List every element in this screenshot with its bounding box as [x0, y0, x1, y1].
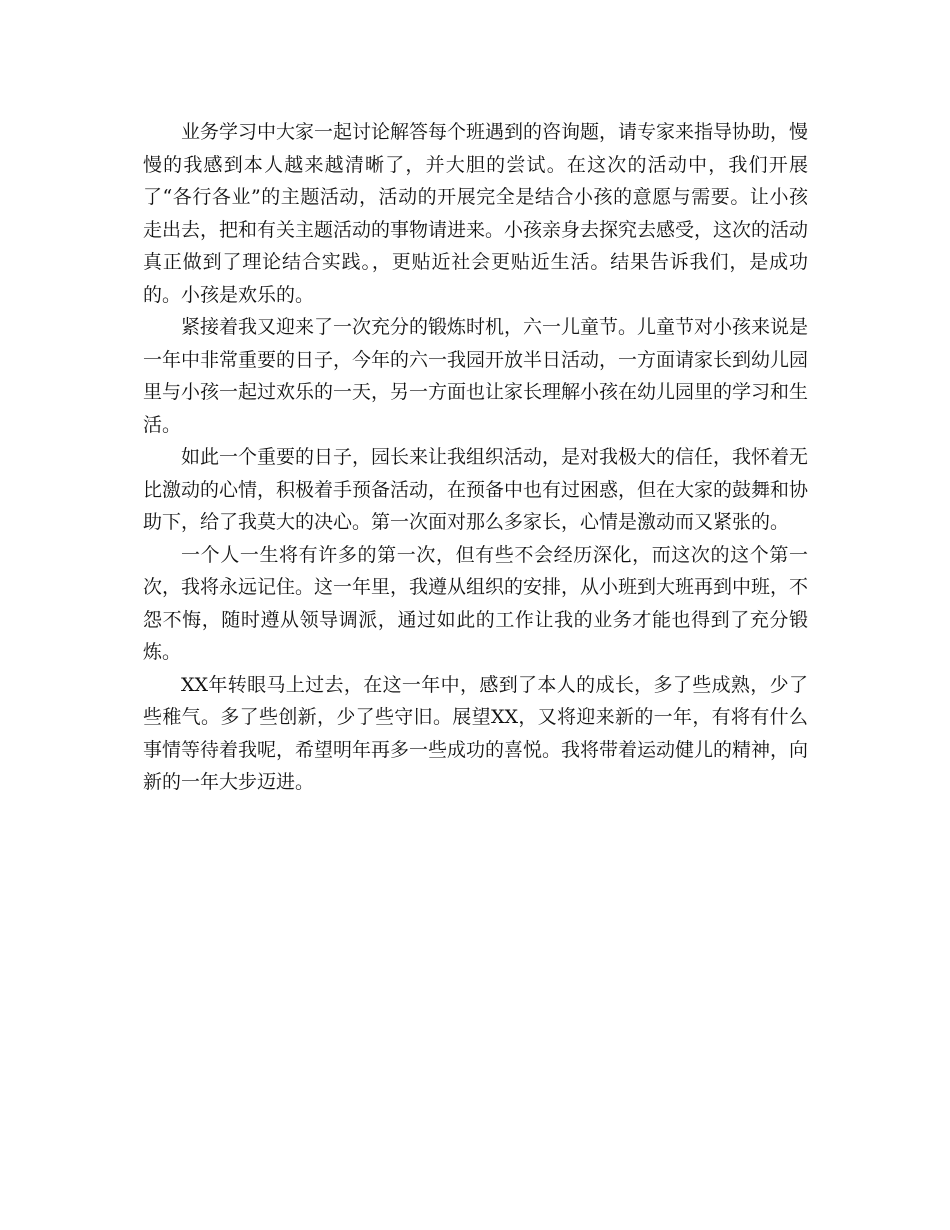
paragraph-4: 一个人一生将有许多的第一次，但有些不会经历深化，而这次的这个第一次，我将永远记住。这一年里，我遵从组织的安排，从小班到大班再到中班，不怨不悔，随时遵从领导调派，通过如此的工作让我的业务才能也得到了充分锻炼。 — [143, 543, 809, 663]
paragraph-2: 紧接着我又迎来了一次充分的锻炼时机，六一儿童节。儿童节对小孩来说是一年中非常重要的日子，今年的六一我园开放半日活动，一方面请家长到幼儿园里与小孩一起过欢乐的一天，另一方面也让家长理解小孩在幼儿园里的学习和生活。 — [143, 316, 809, 436]
paragraph-1: 业务学习中大家一起讨论解答每个班遇到的咨询题，请专家来指导协助，慢慢的我感到本人越来越清晰了，并大胆的尝试。在这次的活动中，我们开展了“各行各业”的主题活动，活动的开展完全是结合小孩的意愿与需要。让小孩走出去，把和有关主题活动的事物请进来。小孩亲身去探究去感受，这次的活动真正做到了理论结合实践。，更贴近社会更贴近生活。结果告诉我们，是成功的。小孩是欢乐的。 — [143, 121, 809, 306]
document-body — [143, 116, 808, 799]
paragraph-5: XX年转眼马上过去，在这一年中，感到了本人的成长，多了些成熟，少了些稚气。多了些创新，少了些守旧。展望XX，又将迎来新的一年，有将有什么事情等待着我呢，希望明年再多一些成功的喜悦。我将带着运动健儿的精神，向新的一年大步迈进。 — [143, 673, 809, 793]
paragraph-3: 如此一个重要的日子，园长来让我组织活动，是对我极大的信任，我怀着无比激动的心情，积极着手预备活动，在预备中也有过困惑，但在大家的鼓舞和协助下，给了我莫大的决心。第一次面对那么多家长，心情是激动而又紧张的。 — [143, 446, 809, 533]
